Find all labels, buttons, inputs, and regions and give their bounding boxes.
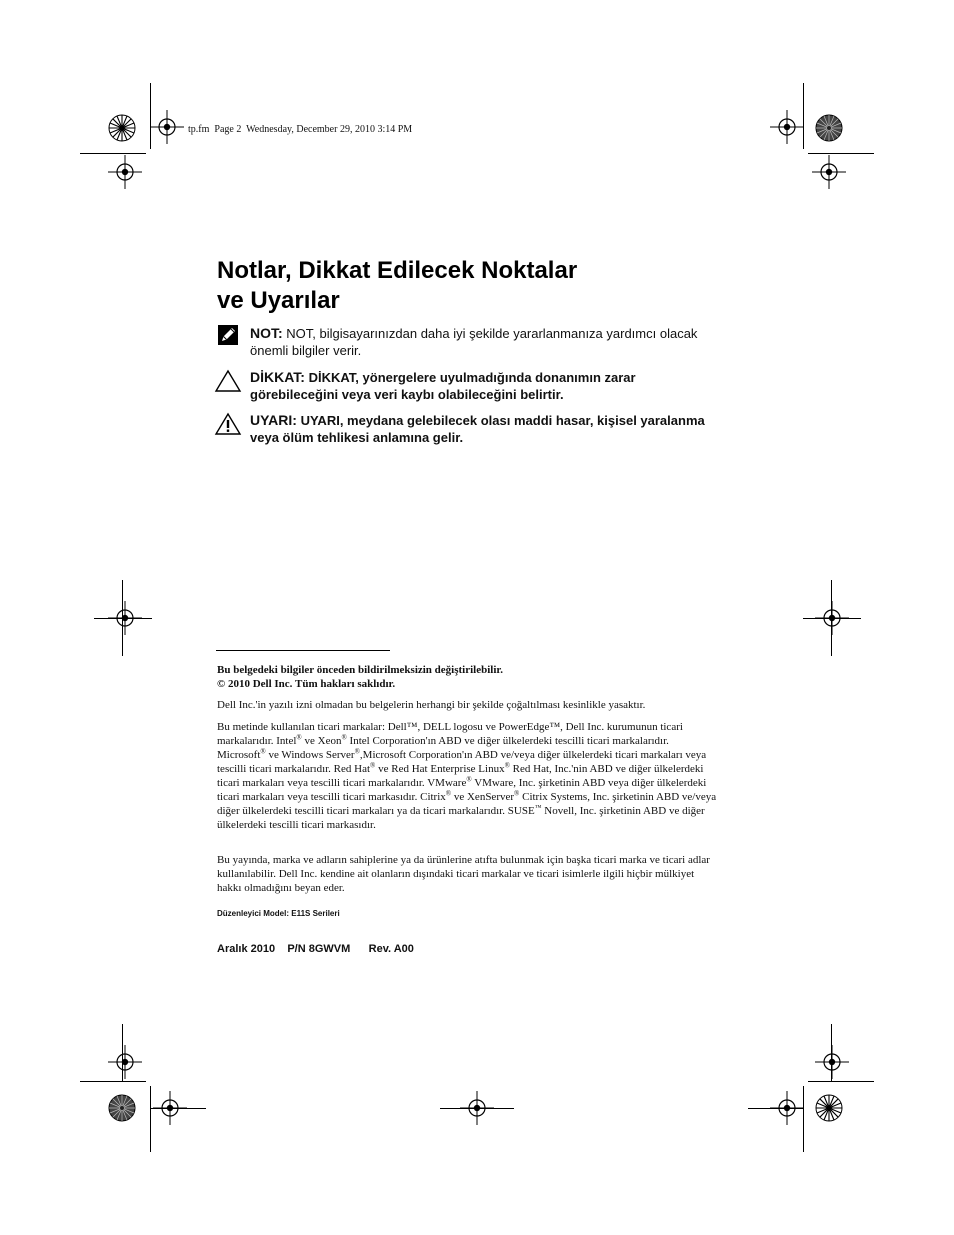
registration-mark-icon (815, 1045, 849, 1079)
registration-mark-icon (108, 1045, 142, 1079)
registration-mark-icon (108, 155, 142, 189)
reproduction-paragraph (217, 698, 717, 712)
page-title (217, 256, 577, 316)
other-marks-paragraph (217, 853, 717, 895)
registration-mark-icon (770, 110, 804, 144)
crop-line (748, 1108, 804, 1109)
other-marks-text: Bu yayında, marka ve adların sahiplerine ya da ürünlerine atıfta bulunmak için başka ticari marka ve ticari adlar kullanılabilir. Dell Inc. kendine ait olanların dışındaki ticari markalar ve ticari isimlerle ilgili hiçbir mülkiyet hakkı olmadığını beyan eder. (217, 854, 710, 894)
note-label: NOT: (250, 325, 283, 341)
caution-triangle-icon (214, 369, 242, 393)
crop-line (150, 1108, 206, 1109)
color-rosette-icon (108, 1094, 136, 1122)
crop-line (440, 1108, 514, 1109)
note-body: NOT, bilgisayarınızdan daha iyi şekilde yararlanmanıza yardımcı olacak önemli bilgiler verir. (250, 326, 698, 358)
caution-body: DİKKAT, yönergelere uyulmadığında donanımın zarar görebileceğini veya veri kaybı olabileceğini belirtir. (250, 370, 636, 402)
warning-body: UYARI, meydana gelebilecek olası maddi hasar, kişisel yaralanma veya ölüm tehlikesi anlamına gelir. (250, 413, 705, 445)
caution-notice (214, 369, 714, 403)
reproduction-text: Dell Inc.'in yazılı izni olmadan bu belgelerin herhangi bir şekilde çoğaltılması kesinlikle yasaktır. (217, 699, 646, 711)
caution-label: DİKKAT: (250, 369, 305, 385)
page-title-line1: Notlar, Dikkat Edilecek Noktalar (217, 257, 578, 284)
header-file: tp.fm (188, 124, 210, 135)
pencil-note-icon (214, 323, 242, 347)
note-notice (214, 325, 714, 359)
page-title-line2: ve Uyarılar (217, 287, 340, 314)
legal-block (217, 663, 717, 691)
warning-label: UYARI: (250, 412, 297, 428)
crop-line (94, 618, 152, 619)
crop-line (808, 1081, 874, 1082)
crop-line (803, 618, 861, 619)
warning-notice (214, 412, 714, 446)
crop-line (808, 153, 874, 154)
trademarks-text: Bu metinde kullanılan ticari markalar: Dell™, DELL logosu ve PowerEdge™, Dell Inc. kurumunun ticari markalarıdır. Intel® ve Xeon® Intel Corporation'ın ABD ve diğer ülkelerdeki tescilli ticari markalarıdır. Microsoft® ve Windows Server®,Microsoft Corporation'ın ABD ve/veya diğer ülkelerdeki ticari markaları veya tescilli ticari markalarıdır. Red Hat® ve Red Hat Enterprise Linux® Red Hat, Inc.'nin ABD ve diğer ülkelerdeki ticari markaları veya tescilli ticari markalarıdır. VMware® VMware, Inc. şirketinin ABD veya diğer ülkelerdeki ticari markaları veya tescilli ticari markasıdır. Citrix® ve XenServer® Citrix Systems, Inc. şirketinin ABD ve/veya diğer ülkelerdeki tescilli ticari markaları ya da ticari markalarıdır. SUSE™ Novell, Inc. şirketinin ABD ve diğer ülkelerdeki tescilli ticari markasıdır. (217, 721, 717, 831)
publication-info (217, 943, 414, 955)
trademarks-paragraph (217, 720, 717, 832)
color-rosette-icon (815, 1094, 843, 1122)
registration-mark-icon (150, 110, 184, 144)
header-page: Page 2 (214, 124, 242, 135)
note-text (250, 325, 714, 359)
revision: Rev. A00 (368, 943, 414, 955)
registration-mark-icon (812, 155, 846, 189)
crop-line (80, 153, 146, 154)
caution-text (250, 369, 714, 403)
publication-date: Aralık 2010 (217, 943, 276, 955)
regulatory-model: Düzenleyici Model: E11S Serileri (217, 909, 340, 918)
frame-header (188, 124, 412, 135)
part-number: P/N 8GWVM (287, 943, 351, 955)
warning-triangle-icon (214, 412, 242, 436)
crop-line (150, 1086, 151, 1152)
color-rosette-icon (108, 114, 136, 142)
warning-text (250, 412, 714, 446)
crop-line (80, 1081, 146, 1082)
footnote-separator (216, 650, 390, 651)
info-changes-notice: Bu belgedeki bilgiler önceden bildirilmeksizin değiştirilebilir. (217, 664, 504, 676)
header-datetime: Wednesday, December 29, 2010 3:14 PM (246, 124, 413, 135)
color-rosette-icon (815, 114, 843, 142)
copyright-notice: © 2010 Dell Inc. Tüm hakları saklıdır. (217, 678, 396, 690)
